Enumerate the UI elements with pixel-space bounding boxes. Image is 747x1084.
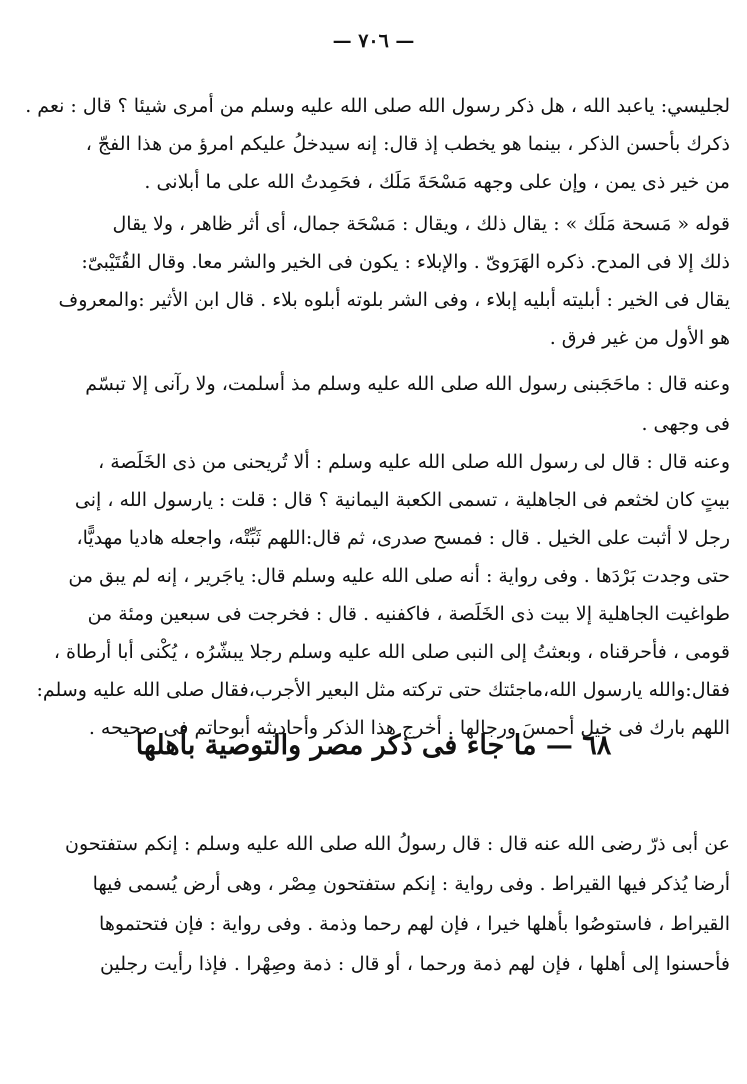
page-number: — ٧٠٦ — [332,30,415,52]
text-line: بيتٍ كان لخثعم فى الجاهلية ، تسمى الكعبة اليمانية ؟ قال : قلت : يارسول الله ، إنى [74,489,730,511]
text-line: ذلك إلا فى المدح. ذكره الهَرَوىّ . والإبلاء : يكون فى الخير والشر معا. وقال القُتَيْبىّ: [81,251,730,273]
text-line: اللهم بارك فى خيل أحمسَ ورجالها . أخرج هذا الذكر وأحاديثه أبوحاتم فى صحيحه . [88,717,730,739]
text-line: حتى وجدت بَرْدَها . وفى رواية : أنه صلى الله عليه وسلم قال: ياجَرير ، إنه لم يبق من [68,565,730,587]
text-line: طواغيت الجاهلية إلا بيت ذى الخَلَصة ، فاكفنيه . قال : فخرجت فى سبعين ومئة من [87,603,730,625]
text-line: يقال فى الخير : أبليته أبليه إبلاء ، وفى الشر بلوته أبلوه بلاء . قال ابن الأثير :والمعروف [58,289,730,311]
text-line: عن أبى ذرّ رضى الله عنه قال : قال رسولُ الله صلى الله عليه وسلم : إنكم ستفتحون [65,833,730,855]
text-line: رجل لا أثبت على الخيل . قال : فمسح صدرى، ثم قال:اللهم ثَبِّتْه، واجعله هاديا مهديًّا، [76,527,730,549]
text-line: قوله « مَسحة مَلَك » : يقال ذلك ، ويقال : مَسْحَة جمال، أى أثر ظاهر ، ولا يقال [112,213,730,235]
text-line: لجليسي: ياعبد الله ، هل ذكر رسول الله صلى الله عليه وسلم من أمرى شيئا ؟ قال : نعم . [25,95,730,117]
text-line: وعنه قال : ماحَجَبنى رسول الله صلى الله عليه وسلم مذ أسلمت، ولا رآنى إلا تبسّم [85,373,730,395]
text-line: القيراط ، فاستوصُوا بأهلها خيرا ، فإن لهم رحما وذمة . وفى رواية : فإن فتحتموها [99,913,730,935]
text-line: فأحسنوا إلى أهلها ، فإن لهم ذمة ورحما ، أو قال : ذمة وصِهْرا . فإذا رأيت رجلين [100,953,730,975]
text-line: هو الأول من غير فرق . [549,327,730,349]
text-line: وعنه قال : قال لى رسول الله صلى الله عليه وسلم : ألا تُريحنى من ذى الخَلَصة ، [98,451,730,473]
text-line: من خير ذى يمن ، وإن على وجهه مَسْحَةَ مَلَك ، فحَمِدتُ الله على ما أبلانى . [144,171,730,193]
section-heading: ٦٨ — ما جاء فى ذكر مصر والتوصية بأهلها [135,730,612,761]
text-line: أرضا يُذكر فيها القيراط . وفى رواية : إنكم ستفتحون مِصْر ، وهى أرض يُسمى فيها [92,873,730,895]
text-line: ذكرك بأحسن الذكر ، بينما هو يخطب إذ قال: إنه سيدخلُ عليكم امرؤ من هذا الفجّ ، [85,133,730,155]
text-line: فى وجهى . [641,413,730,435]
text-line: قومى ، فأحرقناه ، وبعثتُ إلى النبى صلى الله عليه وسلم رجلا يبشّرُه ، يُكْنى أبا أرطاة ، [53,641,730,663]
text-line: فقال:والله يارسول الله،ماجئتك حتى تركته مثل البعير الأجرب،فقال صلى الله عليه وسلم: [36,679,730,701]
